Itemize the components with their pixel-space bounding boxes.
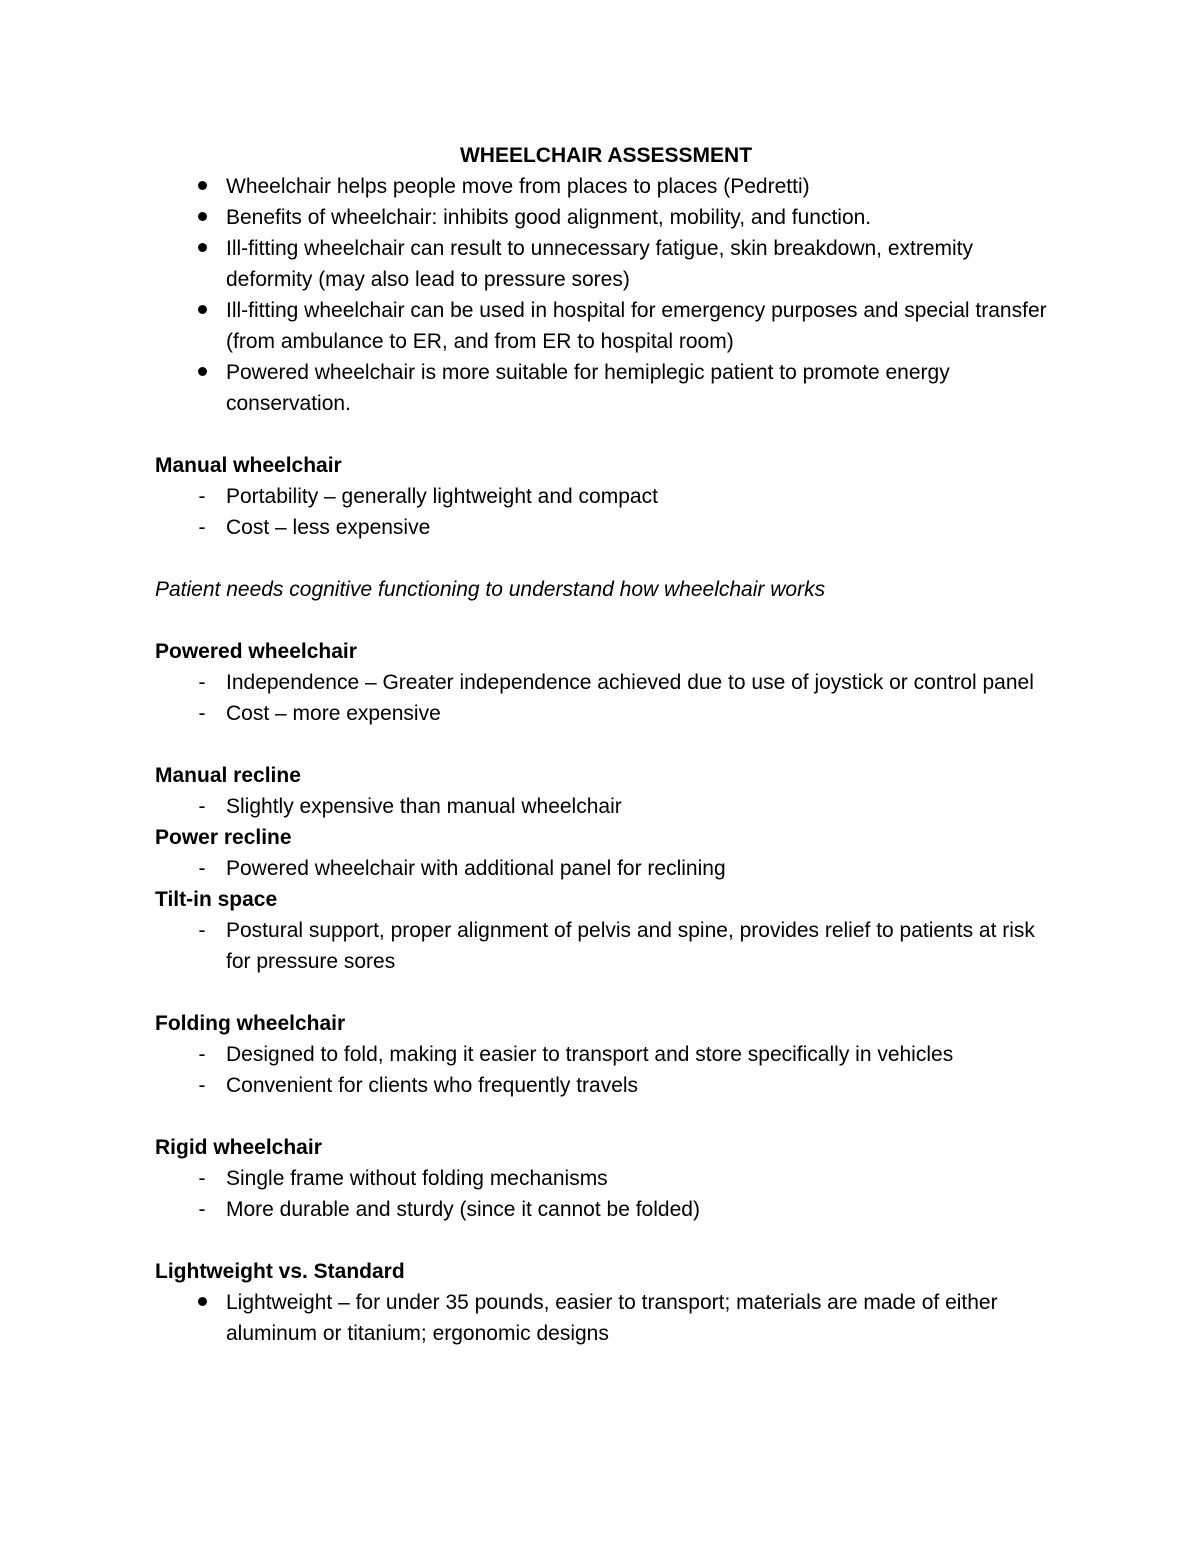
bullet-text: Wheelchair helps people move from places to places (Pedretti) [226, 175, 810, 198]
dash-marker: - [198, 485, 206, 508]
bullet-text: Ill-fitting wheelchair can result to unnecessary fatigue, skin breakdown, extremity deformity (may also lead to pressure sores) [226, 237, 974, 291]
section-heading-power-recline: Power recline [155, 826, 292, 849]
dash-marker: - [198, 795, 206, 818]
dash-item [155, 667, 1055, 698]
bullet-dot-icon [193, 295, 211, 326]
bullet-dot-icon [193, 171, 211, 202]
dash-item-text: More durable and sturdy (since it cannot be folded) [226, 1198, 700, 1221]
dash-item [155, 1194, 1055, 1225]
dash-item [155, 1039, 1055, 1070]
tilt-in-space-list [155, 915, 1055, 977]
dash-marker: - [198, 857, 206, 880]
section-heading-powered-wheelchair: Powered wheelchair [155, 640, 357, 663]
section-heading-manual-wheelchair: Manual wheelchair [155, 454, 342, 477]
dash-marker: - [198, 1074, 206, 1097]
dash-marker: - [198, 919, 206, 942]
power-recline-list [155, 853, 1055, 884]
dash-item [155, 915, 1055, 977]
dash-item [155, 1070, 1055, 1101]
italic-note: Patient needs cognitive functioning to understand how wheelchair works [155, 578, 826, 601]
bullet-item [155, 295, 1055, 357]
dash-marker: - [198, 1198, 206, 1221]
dash-marker: - [198, 1167, 206, 1190]
dash-item-text: Designed to fold, making it easier to transport and store specifically in vehicles [226, 1043, 954, 1066]
dash-item-text: Postural support, proper alignment of pelvis and spine, provides relief to patients at risk for pressure sores [226, 919, 1035, 973]
section-heading-tilt-in-space: Tilt-in space [155, 888, 278, 911]
dash-item-text: Independence – Greater independence achieved due to use of joystick or control panel [226, 671, 1034, 694]
dash-marker: - [198, 702, 206, 725]
dash-item [155, 698, 1055, 729]
dash-item [155, 481, 1055, 512]
dash-item [155, 1163, 1055, 1194]
bullet-item [155, 171, 1055, 202]
dash-marker: - [198, 671, 206, 694]
section-heading-manual-recline: Manual recline [155, 764, 301, 787]
bullet-item [155, 1287, 1055, 1349]
dash-item-text: Portability – generally lightweight and compact [226, 485, 658, 508]
dash-item [155, 853, 1055, 884]
dash-item-text: Single frame without folding mechanisms [226, 1167, 608, 1190]
dash-item-text: Powered wheelchair with additional panel for reclining [226, 857, 726, 880]
document-body [155, 140, 1055, 1349]
bullet-dot-icon [193, 1287, 211, 1318]
lightweight-vs-standard-list [155, 1287, 1055, 1349]
section-heading-folding-wheelchair: Folding wheelchair [155, 1012, 346, 1035]
bullet-text: Lightweight – for under 35 pounds, easier to transport; materials are made of either aluminum or titanium; ergonomic designs [226, 1291, 998, 1345]
dash-item-text: Slightly expensive than manual wheelchair [226, 795, 622, 818]
bullet-text: Benefits of wheelchair: inhibits good alignment, mobility, and function. [226, 206, 872, 229]
intro-bullet-list [155, 171, 1055, 419]
dash-marker: - [198, 1043, 206, 1066]
manual-wheelchair-list [155, 481, 1055, 543]
bullet-item [155, 233, 1055, 295]
bullet-text: Powered wheelchair is more suitable for hemiplegic patient to promote energy conservation. [226, 361, 950, 415]
folding-wheelchair-list [155, 1039, 1055, 1101]
bullet-item [155, 202, 1055, 233]
dash-item [155, 512, 1055, 543]
document-title: WHEELCHAIR ASSESSMENT [459, 144, 753, 167]
section-heading-rigid-wheelchair: Rigid wheelchair [155, 1136, 322, 1159]
bullet-item [155, 357, 1055, 419]
powered-wheelchair-list [155, 667, 1055, 729]
bullet-text: Ill-fitting wheelchair can be used in hospital for emergency purposes and special transfer (from ambulance to ER, and from ER to hospital room) [226, 299, 1047, 353]
bullet-dot-icon [193, 357, 211, 388]
manual-recline-list [155, 791, 1055, 822]
dash-item [155, 791, 1055, 822]
dash-item-text: Convenient for clients who frequently travels [226, 1074, 639, 1097]
rigid-wheelchair-list [155, 1163, 1055, 1225]
dash-marker: - [198, 516, 206, 539]
dash-item-text: Cost – less expensive [226, 516, 431, 539]
dash-item-text: Cost – more expensive [226, 702, 441, 725]
bullet-dot-icon [193, 233, 211, 264]
section-heading-lightweight-vs-standard: Lightweight vs. Standard [155, 1260, 405, 1283]
bullet-dot-icon [193, 202, 211, 233]
